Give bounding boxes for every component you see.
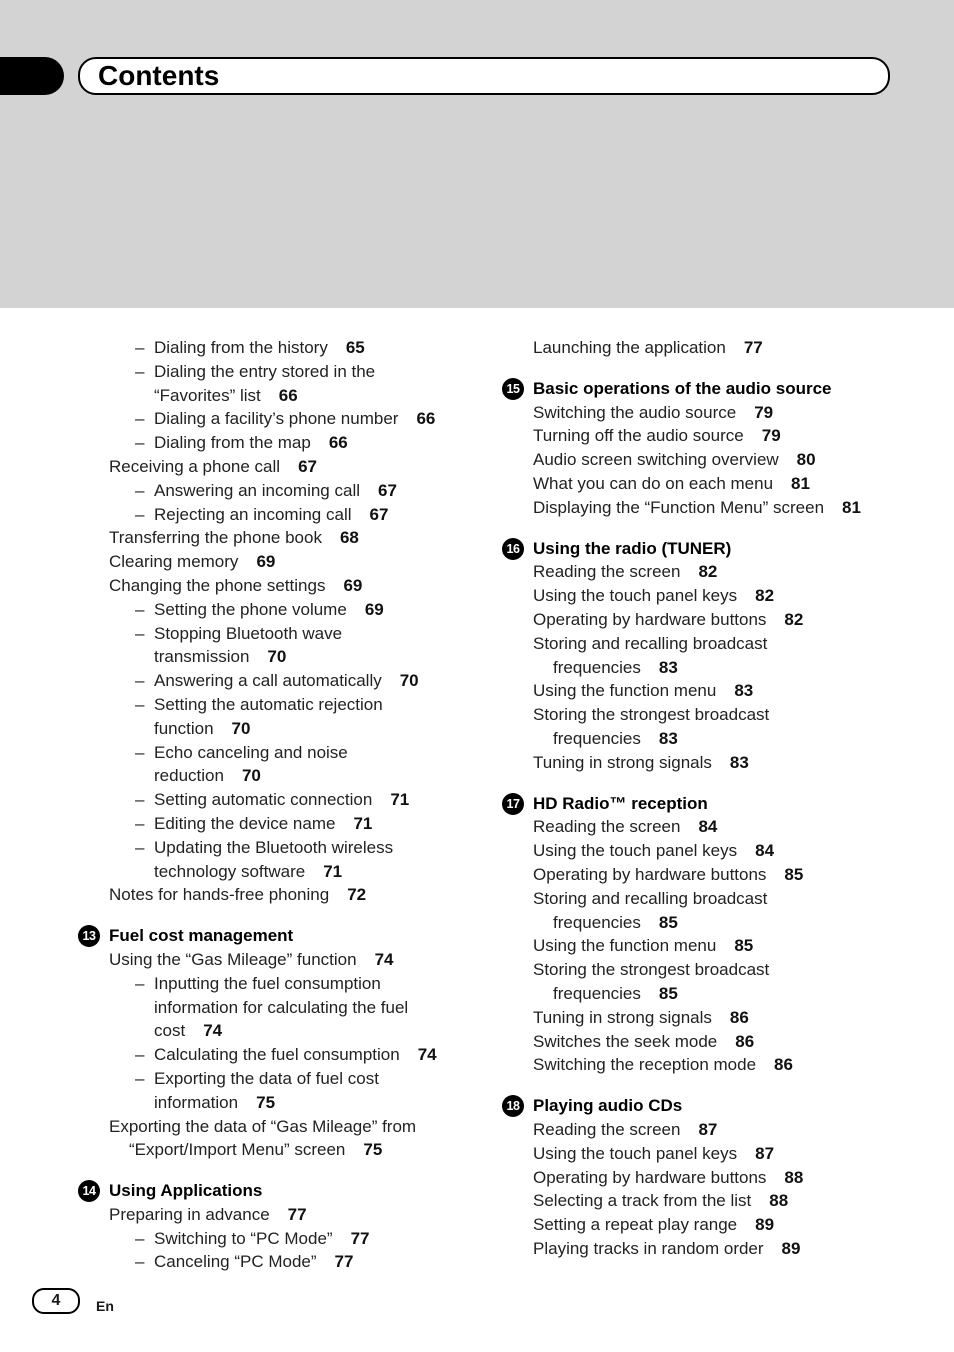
toc-entry[interactable] <box>500 496 920 520</box>
section-spacer <box>500 360 920 377</box>
page-ref: 70 <box>399 671 419 691</box>
entry-text: cost <box>154 1021 186 1041</box>
toc-subentry[interactable] <box>76 431 476 455</box>
page-ref: 77 <box>334 1252 354 1272</box>
entry-text: reduction <box>154 766 224 786</box>
toc-entry[interactable] <box>500 1142 920 1166</box>
toc-entry[interactable] <box>500 448 920 472</box>
page-ref: 70 <box>241 766 261 786</box>
page-ref: 71 <box>353 813 373 833</box>
entry-text: Updating the Bluetooth wireless <box>154 837 394 857</box>
toc-section-heading[interactable] <box>500 792 920 816</box>
dash-marker: – <box>135 338 145 357</box>
toc-subentry[interactable] <box>76 479 476 503</box>
page-ref: 74 <box>203 1021 223 1041</box>
entry-text: Inputting the fuel consumption <box>154 973 381 993</box>
toc-entry[interactable] <box>500 1030 920 1054</box>
toc-entry[interactable] <box>76 883 476 907</box>
page-ref: 83 <box>658 657 678 677</box>
toc-subentry[interactable] <box>76 836 476 860</box>
page-ref: 74 <box>417 1045 437 1065</box>
page-number: 4 <box>32 1288 80 1314</box>
entry-text: Notes for hands-free phoning <box>109 885 330 905</box>
toc-entry[interactable] <box>500 632 920 656</box>
entry-text: Using the touch panel keys <box>533 586 738 606</box>
entry-text: Tuning in strong signals <box>533 1007 712 1027</box>
language-label: En <box>96 1298 114 1314</box>
toc-entry[interactable] <box>500 1213 920 1237</box>
entry-text: Storing and recalling broadcast <box>533 633 768 653</box>
toc-entry[interactable] <box>500 982 920 1006</box>
entry-text: Storing the strongest broadcast <box>533 705 770 725</box>
toc-subentry[interactable] <box>76 503 476 527</box>
page-ref: 67 <box>298 456 317 476</box>
entry-text: Operating by hardware buttons <box>533 609 767 629</box>
toc-section-heading[interactable] <box>500 1094 920 1118</box>
entry-text: Reading the screen <box>533 1119 681 1139</box>
dash-marker: – <box>135 837 145 857</box>
entry-text: frequencies <box>553 983 641 1003</box>
chapter-number-badge: 16 <box>502 538 524 560</box>
entry-text: Canceling “PC Mode” <box>154 1252 317 1272</box>
entry-text: function <box>154 718 214 738</box>
toc-entry[interactable] <box>76 455 476 479</box>
dash-marker: – <box>135 1228 145 1248</box>
toc-subentry[interactable] <box>76 336 476 360</box>
entry-text: Dialing from the map <box>154 433 311 453</box>
entry-text: Setting the phone volume <box>154 599 347 619</box>
entry-text: Displaying the “Function Menu” screen <box>533 497 825 517</box>
page-ref: 88 <box>769 1191 789 1211</box>
page-ref: 66 <box>328 433 348 453</box>
toc-section-heading[interactable] <box>76 1179 476 1203</box>
dash-marker: – <box>135 433 145 453</box>
page-ref: 84 <box>755 841 775 861</box>
page-ref: 67 <box>369 504 389 524</box>
dash-marker: – <box>135 790 145 810</box>
dash-marker: – <box>135 973 145 993</box>
page-ref: 70 <box>267 647 287 667</box>
entry-text: Exporting the data of “Gas Mileage” from <box>109 1116 417 1136</box>
toc-entry[interactable] <box>500 815 920 839</box>
entry-text: Turning off the audio source <box>533 426 744 446</box>
entry-text: Playing tracks in random order <box>533 1238 764 1258</box>
page-ref: 86 <box>735 1031 755 1051</box>
page-ref: 89 <box>755 1215 775 1235</box>
toc-entry[interactable] <box>500 887 920 911</box>
entry-text: Storing and recalling broadcast <box>533 888 768 908</box>
entry-text: Setting automatic connection <box>154 790 373 810</box>
entry-text: Audio screen switching overview <box>533 450 779 470</box>
entry-text: Switching to “PC Mode” <box>154 1228 333 1248</box>
chapter-number-badge: 17 <box>502 793 524 815</box>
page-ref: 80 <box>796 450 816 470</box>
entry-text: “Export/Import Menu” screen <box>129 1140 346 1160</box>
entry-text: Editing the device name <box>154 813 336 833</box>
dash-marker: – <box>135 1045 145 1065</box>
toc-right-column <box>500 336 920 1261</box>
page-ref: 69 <box>343 575 363 595</box>
section-title: Playing audio CDs <box>533 1096 683 1116</box>
page-ref: 89 <box>781 1238 801 1258</box>
entry-text: Reading the screen <box>533 562 681 582</box>
dash-marker: – <box>135 694 145 714</box>
page-ref: 85 <box>784 864 804 884</box>
toc-subentry[interactable] <box>76 1091 476 1115</box>
toc-subentry[interactable] <box>76 1250 476 1274</box>
page-ref: 83 <box>729 752 749 772</box>
entry-text: Dialing a facility’s phone number <box>154 409 399 429</box>
entry-text: information for calculating the fuel <box>154 997 409 1017</box>
page-ref: 71 <box>390 790 410 810</box>
page-ref: 83 <box>658 728 678 748</box>
dash-marker: – <box>135 1252 145 1272</box>
page-ref: 83 <box>734 681 754 701</box>
page-ref: 65 <box>345 338 365 357</box>
toc-subentry[interactable] <box>76 645 476 669</box>
entry-text: transmission <box>154 647 250 667</box>
toc-entry[interactable] <box>500 472 920 496</box>
entry-text: Preparing in advance <box>109 1204 270 1224</box>
toc-entry[interactable] <box>76 1115 476 1139</box>
title-box <box>78 57 890 95</box>
section-tab-marker <box>0 57 64 95</box>
chapter-number-badge: 14 <box>78 1180 100 1202</box>
entry-text: Launching the application <box>533 338 726 357</box>
dash-marker: – <box>135 409 145 429</box>
entry-text: Rejecting an incoming call <box>154 504 352 524</box>
toc-subentry[interactable] <box>76 1067 476 1091</box>
toc-entry[interactable] <box>500 839 920 863</box>
entry-text: Switches the seek mode <box>533 1031 718 1051</box>
dash-marker: – <box>135 361 145 381</box>
toc-subentry[interactable] <box>76 972 476 996</box>
chapter-number-badge: 13 <box>78 925 100 947</box>
toc-entry[interactable] <box>500 1237 920 1261</box>
toc-entry[interactable] <box>76 948 476 972</box>
page-ref: 77 <box>743 338 763 357</box>
toc-subentry[interactable] <box>76 384 476 408</box>
entry-text: Using the function menu <box>533 936 717 956</box>
entry-text: Reading the screen <box>533 817 681 837</box>
entry-text: Exporting the data of fuel cost <box>154 1068 379 1088</box>
toc-section-heading[interactable] <box>500 377 920 401</box>
section-title: HD Radio™ reception <box>533 793 708 813</box>
toc-entry[interactable] <box>500 934 920 958</box>
entry-text: information <box>154 1092 239 1112</box>
page-ref: 84 <box>698 817 718 837</box>
entry-text: Storing the strongest broadcast <box>533 960 770 980</box>
chapter-number-badge: 15 <box>502 378 524 400</box>
page-ref: 82 <box>784 609 804 629</box>
toc-entry[interactable] <box>500 911 920 935</box>
toc-subentry[interactable] <box>76 1043 476 1067</box>
toc-subentry[interactable] <box>76 860 476 884</box>
toc-entry[interactable] <box>500 863 920 887</box>
entry-text: frequencies <box>553 728 641 748</box>
page-ref: 85 <box>734 936 754 956</box>
entry-text: Using the touch panel keys <box>533 841 738 861</box>
section-spacer <box>76 907 476 924</box>
page-ref: 69 <box>256 552 276 572</box>
page-title: Contents <box>98 60 220 91</box>
toc-entry[interactable] <box>500 560 920 584</box>
toc-entry[interactable] <box>500 751 920 775</box>
toc-entry[interactable] <box>500 679 920 703</box>
page-ref: 81 <box>791 473 810 493</box>
toc-entry[interactable] <box>500 424 920 448</box>
page-ref: 77 <box>350 1228 370 1248</box>
page-ref: 68 <box>339 528 359 548</box>
page-ref: 82 <box>698 562 718 582</box>
entry-text: Switching the audio source <box>533 402 737 422</box>
entry-text: Setting a repeat play range <box>533 1215 738 1235</box>
toc-section-heading[interactable] <box>500 537 920 561</box>
page-ref: 82 <box>755 586 775 606</box>
page-ref: 79 <box>754 402 774 422</box>
toc-entry[interactable] <box>76 550 476 574</box>
toc-entry[interactable] <box>500 1189 920 1213</box>
toc-entry[interactable] <box>500 727 920 751</box>
toc-subentry[interactable] <box>76 407 476 431</box>
page-ref: 69 <box>364 599 384 619</box>
page-ref: 85 <box>658 983 678 1003</box>
entry-text: Receiving a phone call <box>109 456 281 476</box>
dash-marker: – <box>135 599 145 619</box>
entry-text: Operating by hardware buttons <box>533 1167 767 1187</box>
page-ref: 72 <box>347 885 367 905</box>
entry-text: technology software <box>154 861 306 881</box>
toc-entry[interactable] <box>500 401 920 425</box>
toc-subentry[interactable] <box>76 741 476 765</box>
entry-text: Selecting a track from the list <box>533 1191 752 1211</box>
toc-subentry[interactable] <box>76 812 476 836</box>
toc-entry[interactable] <box>76 574 476 598</box>
entry-text: Dialing from the history <box>154 338 328 357</box>
section-spacer <box>500 1077 920 1094</box>
section-spacer <box>500 775 920 792</box>
section-spacer <box>76 1162 476 1179</box>
dash-marker: – <box>135 504 145 524</box>
page-ref: 71 <box>323 861 343 881</box>
entry-text: Using the touch panel keys <box>533 1143 738 1163</box>
toc-subentry[interactable] <box>76 996 476 1020</box>
toc-entry[interactable] <box>500 1053 920 1077</box>
toc-entry[interactable] <box>500 958 920 982</box>
entry-text: Changing the phone settings <box>109 575 326 595</box>
entry-text: Setting the automatic rejection <box>154 694 383 714</box>
entry-text: Switching the reception mode <box>533 1055 757 1075</box>
entry-text: Dialing the entry stored in the <box>154 361 376 381</box>
toc-entry[interactable] <box>500 703 920 727</box>
section-spacer <box>500 520 920 537</box>
page-ref: 77 <box>287 1204 307 1224</box>
entry-text: Calculating the fuel consumption <box>154 1045 400 1065</box>
page-ref: 86 <box>774 1055 793 1075</box>
toc-left-column <box>76 336 476 1274</box>
entry-text: Using the “Gas Mileage” function <box>109 949 357 969</box>
section-title: Using the radio (TUNER) <box>533 538 732 558</box>
dash-marker: – <box>135 813 145 833</box>
entry-text: Tuning in strong signals <box>533 752 712 772</box>
page-ref: 75 <box>256 1092 276 1112</box>
entry-text: Answering a call automatically <box>154 671 382 691</box>
page-ref: 86 <box>729 1007 749 1027</box>
toc-entry[interactable] <box>76 1138 476 1162</box>
entry-text: What you can do on each menu <box>533 473 774 493</box>
page-ref: 87 <box>698 1119 718 1139</box>
section-title: Using Applications <box>109 1181 263 1201</box>
entry-text: Clearing memory <box>109 552 239 572</box>
toc-subentry[interactable] <box>76 360 476 384</box>
toc-subentry[interactable] <box>76 788 476 812</box>
toc-subentry[interactable] <box>76 669 476 693</box>
entry-text: frequencies <box>553 912 641 932</box>
toc-subentry[interactable] <box>76 717 476 741</box>
entry-text: Transferring the phone book <box>109 528 322 548</box>
page-ref: 79 <box>761 426 781 446</box>
toc-entry[interactable] <box>500 336 920 360</box>
toc-entry[interactable] <box>76 526 476 550</box>
header-band <box>0 0 954 308</box>
toc-entry[interactable] <box>500 608 920 632</box>
toc-subentry[interactable] <box>76 598 476 622</box>
toc-subentry[interactable] <box>76 622 476 646</box>
toc-entry[interactable] <box>500 1006 920 1030</box>
entry-text: “Favorites” list <box>154 385 261 405</box>
toc-entry[interactable] <box>76 1203 476 1227</box>
toc-subentry[interactable] <box>76 764 476 788</box>
page-ref: 74 <box>374 949 394 969</box>
page-ref: 67 <box>378 480 397 500</box>
entry-text: frequencies <box>553 657 641 677</box>
section-title: Basic operations of the audio source <box>533 378 832 398</box>
page-ref: 87 <box>755 1143 775 1163</box>
page-ref: 75 <box>363 1140 383 1160</box>
toc-entry[interactable] <box>500 656 920 680</box>
entry-text: Using the function menu <box>533 681 717 701</box>
toc-subentry[interactable] <box>76 1227 476 1251</box>
entry-text: Answering an incoming call <box>154 480 360 500</box>
dash-marker: – <box>135 1068 145 1088</box>
toc-entry[interactable] <box>500 1166 920 1190</box>
page-ref: 88 <box>784 1167 804 1187</box>
toc-subentry[interactable] <box>76 1019 476 1043</box>
page-ref: 85 <box>658 912 678 932</box>
page-ref: 70 <box>231 718 251 738</box>
dash-marker: – <box>135 671 145 691</box>
page-ref: 81 <box>842 497 861 517</box>
entry-text: Operating by hardware buttons <box>533 864 767 884</box>
toc-entry[interactable] <box>500 584 920 608</box>
dash-marker: – <box>135 742 145 762</box>
entry-text: Echo canceling and noise <box>154 742 348 762</box>
chapter-number-badge: 18 <box>502 1095 524 1117</box>
toc-subentry[interactable] <box>76 693 476 717</box>
dash-marker: – <box>135 480 145 500</box>
toc-section-heading[interactable] <box>76 924 476 948</box>
entry-text: Stopping Bluetooth wave <box>154 623 343 643</box>
section-title: Fuel cost management <box>109 926 294 946</box>
dash-marker: – <box>135 623 145 643</box>
page-ref: 66 <box>278 385 298 405</box>
toc-entry[interactable] <box>500 1118 920 1142</box>
page-ref: 66 <box>416 409 436 429</box>
